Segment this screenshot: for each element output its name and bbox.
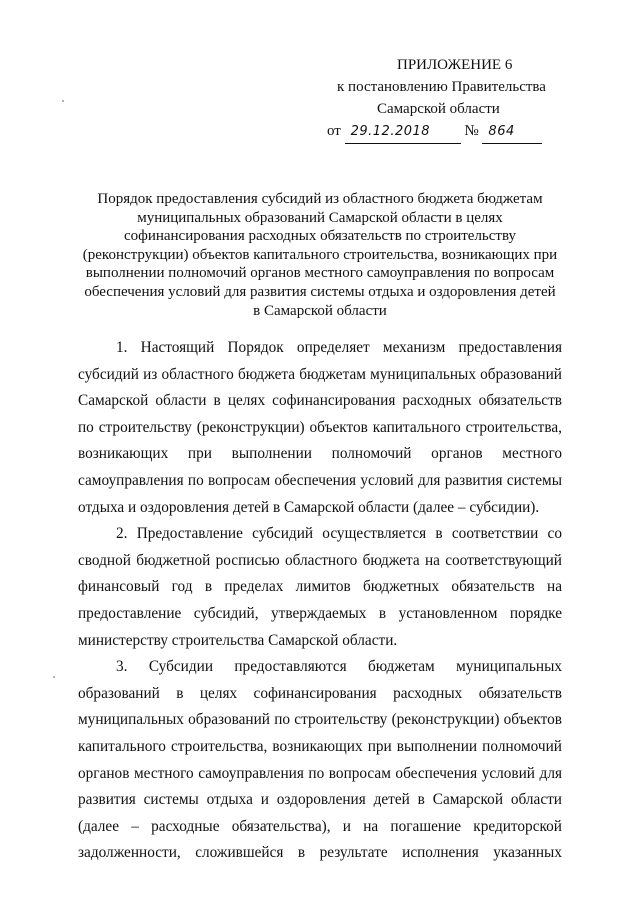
paragraph-3	[78, 654, 562, 867]
paragraph-1	[78, 335, 562, 521]
title-line: Порядок предоставления субсидий из областного бюджета бюджетам	[97, 191, 543, 207]
document-body	[78, 335, 562, 867]
paragraph-text: 2. Предоставление субсидий осуществляется в соответствии со сводной бюджетной росписью областного бюджета на соответствующий финансовый год в пределах лимитов бюджетных обязательств на предоставление субсидий, утверждаемых в установленном порядке министерству строительства Самарской области.	[78, 525, 562, 649]
title-line: муниципальных образований Самарской области в целях	[137, 209, 503, 226]
date-prefix: от	[327, 123, 341, 139]
appendix-block	[300, 54, 600, 144]
title-line: выполнении полномочий органов местного самоуправления по вопросам	[85, 265, 555, 282]
title-line: софинансирования расходных обязательств по строительству	[123, 228, 517, 245]
document-title	[78, 190, 562, 320]
paragraph-text: 3. Субсидии предоставляются бюджетам муниципальных образований в целях софинансирования расходных обязательств муниципальных образований по строительству (реконструкции) объектов капитального строительства, возникающих при выполнении полномочий органов местного самоуправления по вопросам обеспечения условий для развития системы отдыха и оздоровления детей в Самарской области (далее – расходные обязательства), и на погашение кредиторской задолженности, сложившейся в результате исполнения указанных	[78, 658, 562, 862]
paragraph-text: 1. Настоящий Порядок определяет механизм предоставления субсидий из областного бюджета бюджетам муниципальных образований Самарской области в целях софинансирования расходных обязательств по строительству (реконструкции) объектов капитального строительства, возникающих при выполнении полномочий органов местного самоуправления по вопросам обеспечения условий для развития системы отдыха и оздоровления детей в Самарской области (далее – субсидии).	[78, 339, 562, 516]
scan-speck	[53, 676, 55, 678]
appendix-title: ПРИЛОЖЕНИЕ 6	[397, 57, 513, 73]
number-value: 864	[488, 124, 515, 139]
paragraph-2	[78, 521, 562, 654]
date-value: 29.12.2018	[350, 124, 431, 139]
scan-speck	[62, 100, 64, 102]
appendix-reference: к постановлению Правительства	[337, 79, 546, 95]
number-field	[482, 120, 542, 144]
number-prefix: №	[464, 123, 479, 139]
date-field	[345, 120, 461, 144]
appendix-region: Самарской области	[377, 101, 500, 117]
title-line: (реконструкции) объектов капитального строительства, возникающих при	[82, 246, 558, 263]
title-line: обеспечения условий для развития системы отдыха и оздоровления детей	[84, 283, 556, 300]
appendix-date-line	[300, 120, 600, 144]
title-line: в Самарской области	[253, 302, 387, 319]
